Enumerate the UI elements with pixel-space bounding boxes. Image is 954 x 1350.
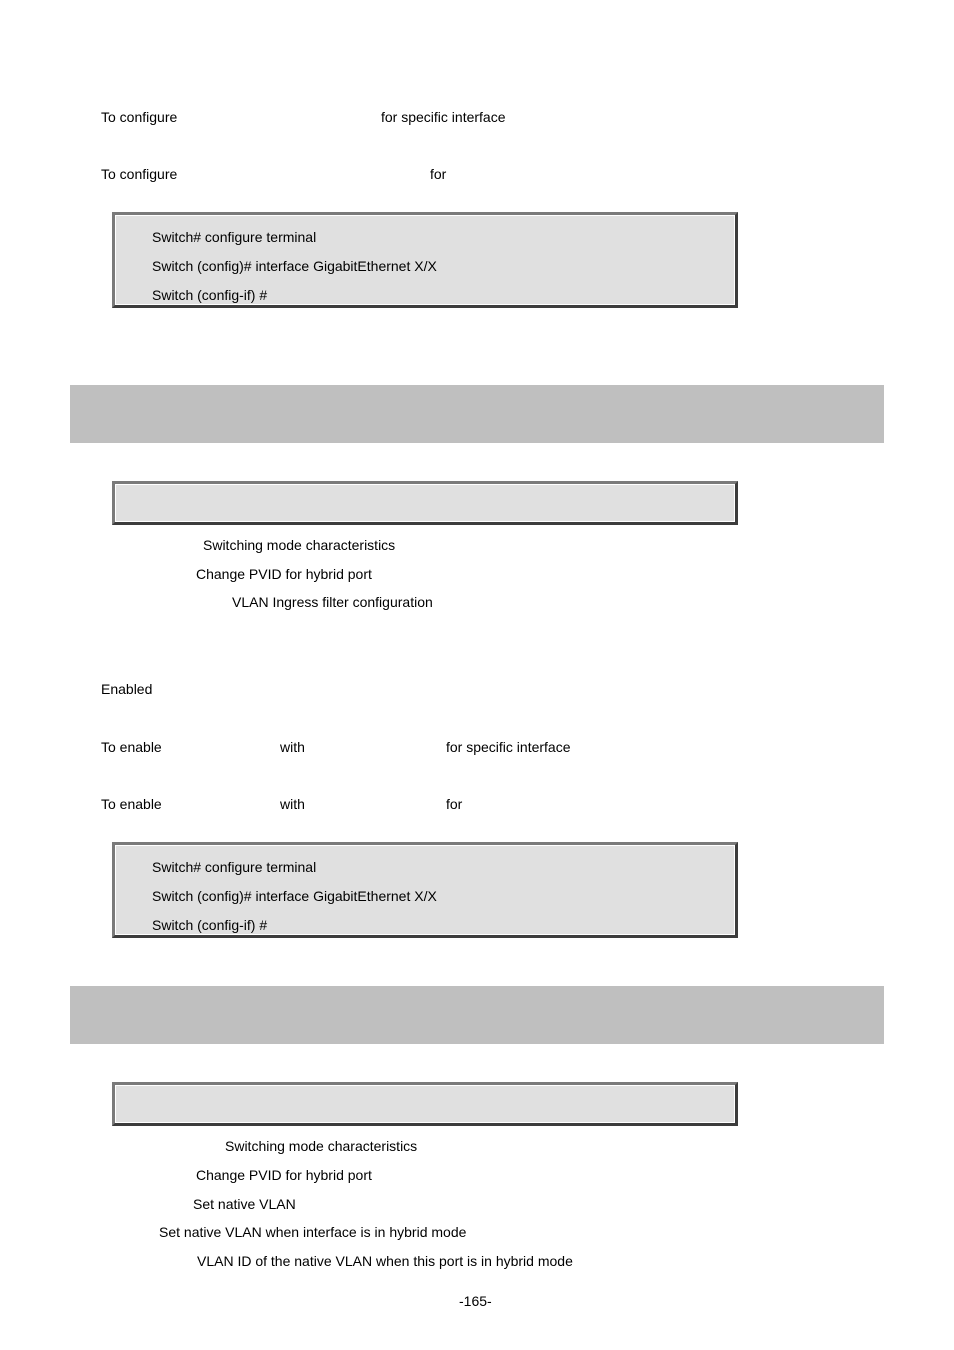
default-value: Enabled [101, 681, 153, 697]
related-item: Switching mode characteristics [203, 537, 396, 553]
section-heading-bar-2 [70, 986, 884, 1044]
example-line: Switch# configure terminal [152, 859, 317, 875]
related-item: VLAN ID of the native VLAN when this port is in hybrid mode [197, 1253, 573, 1269]
related-item: Change PVID for hybrid port [196, 1167, 372, 1183]
usage-text-3b: with [280, 739, 305, 755]
usage-text-3c: for specific interface [446, 739, 571, 755]
usage-text-3a: To enable [101, 739, 162, 755]
usage-text-4b: with [280, 796, 305, 812]
example-line: Switch (config-if) # [152, 917, 268, 933]
section-heading-bar-1 [70, 385, 884, 443]
usage-text-2a: To configure [101, 166, 178, 182]
example-box-2 [112, 842, 738, 938]
usage-text-1b: for specific interface [381, 109, 506, 125]
example-line: Switch (config)# interface GigabitEthernet X/X [152, 888, 437, 904]
page-number: -165- [459, 1293, 492, 1309]
usage-text-4a: To enable [101, 796, 162, 812]
command-box-2 [112, 1082, 738, 1126]
usage-text-2b: for [430, 166, 447, 182]
example-line: Switch (config-if) # [152, 287, 268, 303]
related-item: Set native VLAN [193, 1196, 296, 1212]
example-line: Switch (config)# interface GigabitEthernet X/X [152, 258, 437, 274]
usage-text-4c: for [446, 796, 463, 812]
related-item: Switching mode characteristics [225, 1138, 418, 1154]
related-item: VLAN Ingress filter configuration [232, 594, 433, 610]
example-box-1 [112, 212, 738, 308]
related-item: Set native VLAN when interface is in hybrid mode [159, 1224, 467, 1240]
related-item: Change PVID for hybrid port [196, 566, 372, 582]
example-line: Switch# configure terminal [152, 229, 317, 245]
command-box-1 [112, 481, 738, 525]
usage-text-1a: To configure [101, 109, 178, 125]
